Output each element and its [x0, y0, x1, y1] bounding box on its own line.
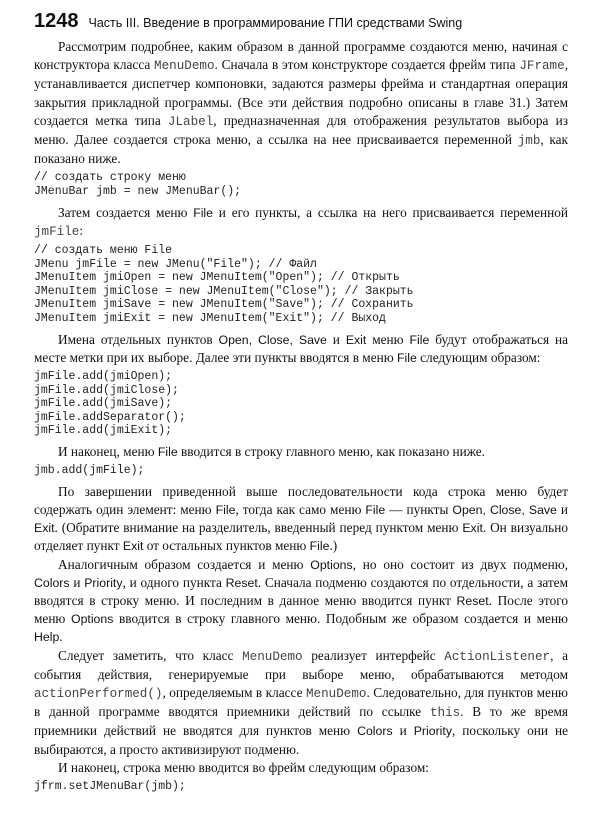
paragraph-7: Следует заметить, что класс MenuDemo реализует интерфейс ActionListener, а события действия, генерируемые при выборе меню, обрабатываются методом actionPerformed(), определяемым в классе MenuDemo. Следовательно, для пунктов меню в данной программе вводятся приемники действий по ссылке this. В то же время приемники действий не вводятся для пунктов меню Colors и Priority, поскольку они не выбираются, а просто активизируют подменю. [34, 647, 568, 757]
ui-term: Options [71, 612, 114, 627]
ui-term: Colors [357, 724, 393, 739]
code-block-3: jmFile.add(jmiOpen); jmFile.add(jmiClose); jmFile.add(jmiSave); jmFile.addSeparator(); jmFile.add(jmiExit); [34, 369, 186, 438]
ui-term: Exit [34, 521, 55, 536]
ui-term: File [365, 502, 386, 517]
inline-code: this [429, 706, 461, 721]
ui-term: Colors [34, 575, 70, 590]
inline-code: JLabel [167, 114, 214, 129]
ui-term: Exit [122, 539, 144, 554]
paragraph-6: Аналогичным образом создается и меню Options, но оно состоит из двух подменю, Colors и Priority, и одного пункта Reset. Сначала подменю создаются по отдельности, а затем вводятся в строку меню. И последним в данное меню вводится пункт Reset. После этого меню Options вводится в строку главного меню. Подобным же образом создается и меню Help. [34, 556, 569, 645]
paragraph-5: По завершении приведенной выше последовательности кода строка меню будет содержать один элемент: меню File, тогда как само меню File — пункты Open, Close, Save и Exit. (Обратите внимание на разделитель, введенный перед пунктом меню Exit. Он визуально отделяет пункт Exit от остальных пунктов меню File.) [34, 483, 569, 554]
code-block-2: // создать меню File JMenu jmFile = new JMenu("File"); // Файл JMenuItem jmiOpen = new JMenuItem("Open"); // Открыть JMenuItem jmiClose = new JMenuItem("Close"); // Закрыть JMenuItem jmiSave = new JMenuItem("Save"); // Сохранить JMenuItem jmiExit = new JMenuItem("Exit"); // Выход [34, 244, 414, 325]
paragraph-8: И наконец, строка меню вводится во фрейм следующим образом: [58, 759, 429, 775]
code-block-5: jfrm.setJMenuBar(jmb); [34, 780, 186, 793]
running-title: Часть III. Введение в программирование ГПИ средствами Swing [88, 16, 463, 30]
inline-code: actionPerformed() [34, 686, 163, 701]
ui-term: Open, Close, Save [218, 332, 327, 347]
paragraph-1: Рассмотрим подробнее, каким образом в данной программе создаются меню, начиная с конструктора класса MenuDemo. Сначала в этом конструкторе создается фрейм типа JFrame, устанавливается диспетчер компоновки, задаются размеры фрейма и стандартная операция закрытия прикладной программы. (Все эти действия подробно описаны в главе 31.) Затем создается метка типа JLabel, предназначенная для отображения результатов выбора из меню. Далее создается строка меню, а ссылка на нее присваивается переменной jmb, как показано ниже. [34, 39, 569, 167]
inline-code: jmFile [34, 224, 80, 239]
ui-term: File [309, 539, 330, 554]
inline-code: MenuDemo [154, 59, 215, 74]
ui-term: File [409, 332, 430, 347]
code-block-4: jmb.add(jmFile); [34, 464, 145, 478]
ui-term: Exit [345, 332, 367, 347]
inline-code: MenuDemo [305, 686, 367, 701]
ui-term: File [193, 205, 214, 220]
ui-term: Reset [225, 575, 258, 590]
book-page [34, 10, 568, 799]
ui-term: Open, Close, Save [452, 502, 557, 517]
ui-term: Exit [462, 521, 483, 536]
code-block-1: // создать строку меню JMenuBar jmb = new JMenuBar(); [34, 171, 242, 199]
inline-code: JFrame [519, 59, 565, 74]
paragraph-2: Затем создается меню File и его пункты, а ссылка на него присваивается переменной jmFile: [34, 204, 568, 239]
paragraph-4: И наконец, меню File вводится в строку главного меню, как показано ниже. [58, 443, 486, 459]
ui-term: File [157, 444, 178, 459]
inline-code: jmb [517, 134, 541, 149]
inline-code: ActionListener [444, 649, 551, 664]
ui-term: File [397, 350, 417, 365]
ui-term: Options [310, 557, 353, 572]
inline-code: MenuDemo [242, 649, 303, 664]
page-header [34, 10, 568, 38]
ui-term: Reset [456, 593, 489, 608]
page-number: 1248 [34, 10, 79, 32]
ui-term: Help [34, 630, 60, 645]
ui-term: File [215, 502, 236, 517]
ui-term: Priority [413, 724, 452, 739]
ui-term: Priority [84, 575, 123, 590]
paragraph-3: Имена отдельных пунктов Open, Close, Save и Exit меню File будут отображаться на месте метки при их выборе. Далее эти пункты вводятся в меню File следующим образом: [34, 331, 569, 365]
